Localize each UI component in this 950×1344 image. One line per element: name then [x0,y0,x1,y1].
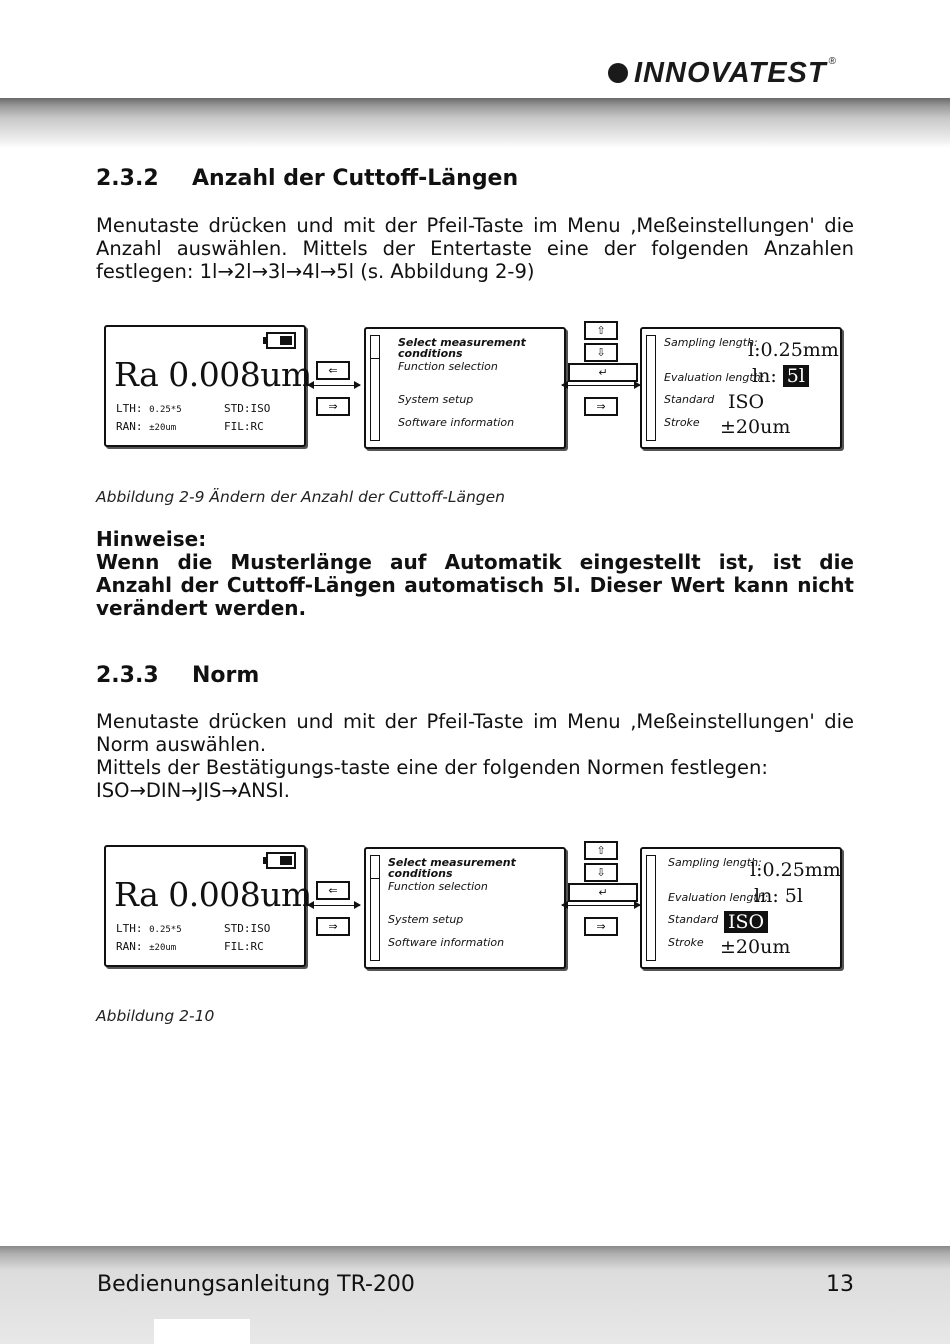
connector-arrow [562,905,640,906]
exit-key-icon: ⇒ [316,397,350,416]
enter-key-icon: ⇐ [316,881,350,900]
ra-param: Ra [114,355,159,394]
lth-value: 0.25*5 [149,405,182,415]
figure-2-9 [104,325,844,451]
footer-title: Bedienungsanleitung TR-200 [97,1272,415,1297]
paragraph-line: Norm auswählen. [96,733,267,756]
menu-title-line: conditions [398,347,463,360]
lth-readout [116,402,182,415]
stroke-label: Stroke [668,936,704,949]
ran-readout [116,940,176,953]
ran-readout [116,420,176,433]
sampling-length-label: Sampling length: [664,336,758,349]
sampling-length-value: l:0.25mm [748,339,839,361]
ran-value: ±20um [149,943,177,953]
menu-item-software: Software information [388,936,505,949]
logo-dot-icon [608,63,628,83]
menu-item-software: Software information [398,416,515,429]
connector-arrow [308,905,360,906]
ran-value: ±20um [149,423,177,433]
ran-label: RAN: [116,420,143,433]
stroke-label: Stroke [664,416,700,429]
evaluation-length-label: Evaluation length: [668,891,769,904]
section-heading-232 [96,166,518,191]
eval-prefix: ln: [752,365,777,387]
lth-readout [116,922,182,935]
evaluation-length-value: ln: 5l [754,885,803,907]
connector-arrow [562,385,640,386]
section-number: 2.3.2 [96,166,159,191]
brand-logo [608,55,837,91]
menu-title-line: Select measurement [398,336,526,349]
standard-value: ISO [728,391,765,413]
sampling-settings-display [640,327,842,449]
page-number: 13 [826,1272,854,1297]
menu-title-line: conditions [388,867,453,880]
figure-caption: Abbildung 2-10 [96,1007,215,1025]
standard-label: Standard [664,393,715,406]
std-readout: STD:ISO [224,922,271,935]
sampling-length-label: Sampling length: [668,856,762,869]
lth-label: LTH: [116,402,143,415]
lth-label: LTH: [116,922,143,935]
exit-key-icon: ⇒ [584,397,618,416]
footer-tab [154,1319,250,1344]
norm-settings-display [640,847,842,969]
eval-selected: 5l [783,365,809,387]
menu-title [388,857,516,879]
ra-param: Ra [114,875,159,914]
up-key-icon: ⇧ [584,841,618,860]
settings-scrollbar [646,335,656,441]
exit-key-icon: ⇒ [584,917,618,936]
measurement-display [104,845,312,967]
down-key-icon: ⇩ [584,343,618,362]
brand-name: INNOVATEST [634,56,827,89]
return-key-icon: ↵ [568,363,638,382]
note-line: verändert werden. [96,596,307,620]
stroke-value: ±20um [720,416,791,438]
standard-value [724,911,768,933]
note-line: Wenn die Musterlänge auf Automatik eingestellt ist, ist die [96,550,854,574]
connector-arrow [308,385,360,386]
stroke-value: ±20um [720,936,791,958]
note-line: Anzahl der Cuttoff-Längen automatisch 5l. Dieser Wert kann nicht [96,573,854,597]
paragraph-line: festlegen: 1l→2l→3l→4l→5l (s. Abbildung 2-9) [96,260,535,283]
section-title: Anzahl der Cuttoff-Längen [192,166,519,191]
lth-value: 0.25*5 [149,925,182,935]
section-233-paragraph [96,710,854,802]
ran-label: RAN: [116,940,143,953]
ra-unit: um [260,875,312,914]
paragraph-line: Anzahl auswählen. Mittels der Entertaste eine der folgenden Anzahlen [96,237,854,260]
menu-scrollbar [370,855,380,961]
sampling-length-value: l:0.25mm [750,859,841,881]
registered-mark: ® [828,55,837,67]
menu-title [398,337,526,359]
paragraph-line: Mittels der Bestätigungs-taste eine der folgenden Normen festlegen: [96,756,768,779]
standard-label: Standard [668,913,719,926]
figure-caption: Abbildung 2-9 Ändern der Anzahl der Cuttoff-Längen [96,488,506,506]
paragraph-line: ISO→DIN→JIS→ANSI. [96,779,290,802]
settings-menu [364,327,566,449]
ra-readout [114,355,312,394]
section-title: Norm [192,663,260,688]
ra-readout [114,875,312,914]
standard-selected: ISO [724,911,768,933]
std-readout: STD:ISO [224,402,271,415]
menu-item-function: Function selection [398,360,498,373]
figure-2-10 [104,845,844,971]
ra-value: 0.008 [168,875,261,914]
paragraph-line: Menutaste drücken und mit der Pfeil-Taste im Menu ‚Meßeinstellungen' die [96,214,854,237]
menu-item-system: System setup [398,393,474,406]
battery-icon [266,852,296,869]
paragraph-line: Menutaste drücken und mit der Pfeil-Taste im Menu ‚Meßeinstellungen' die [96,710,854,733]
settings-menu [364,847,566,969]
header-band [0,98,950,148]
evaluation-length-label: Evaluation length: [664,371,765,384]
ra-unit: um [260,355,312,394]
down-key-icon: ⇩ [584,863,618,882]
note-block [96,528,854,620]
menu-item-system: System setup [388,913,464,926]
exit-key-icon: ⇒ [316,917,350,936]
return-key-icon: ↵ [568,883,638,902]
section-232-paragraph [96,214,854,283]
enter-key-icon: ⇐ [316,361,350,380]
fil-readout: FIL:RC [224,420,264,433]
menu-scrollbar [370,335,380,441]
ra-value: 0.008 [168,355,261,394]
fil-readout: FIL:RC [224,940,264,953]
evaluation-length-value [752,365,809,387]
battery-icon [266,332,296,349]
menu-title-line: Select measurement [388,856,516,869]
settings-scrollbar [646,855,656,961]
up-key-icon: ⇧ [584,321,618,340]
note-heading: Hinweise: [96,527,207,551]
section-number: 2.3.3 [96,663,159,688]
menu-item-function: Function selection [388,880,488,893]
section-heading-233 [96,663,259,688]
measurement-display [104,325,312,447]
